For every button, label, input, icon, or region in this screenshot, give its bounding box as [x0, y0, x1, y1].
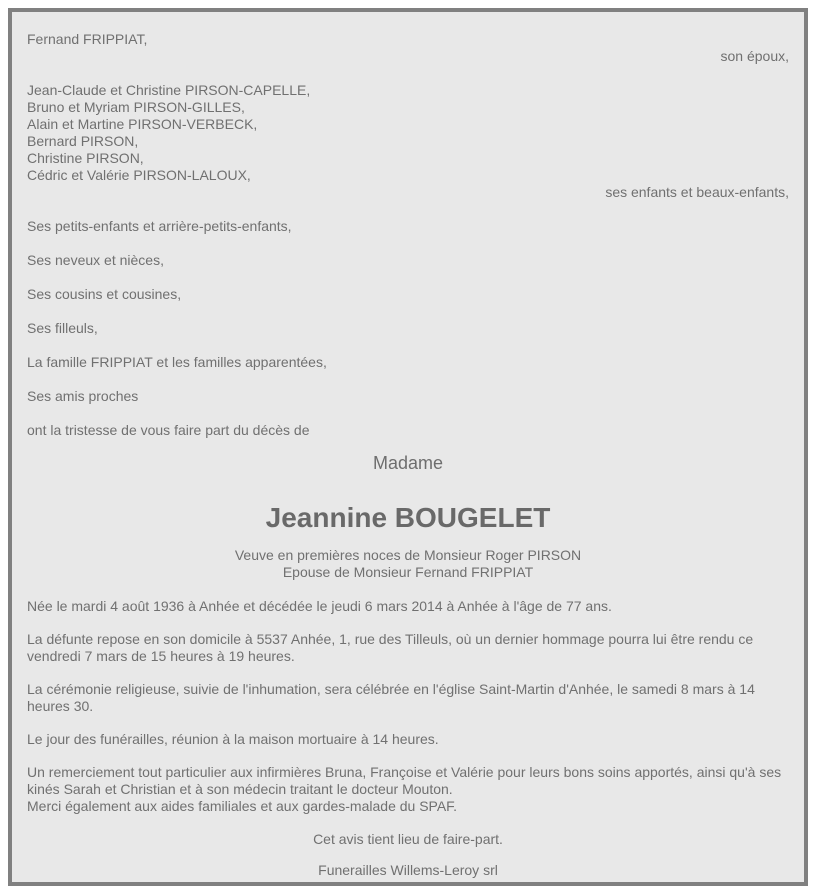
deceased-title: Madame: [372, 453, 444, 473]
relatives-line: Ses cousins et cousines,: [27, 286, 182, 302]
thanks-paragraph: [27, 764, 789, 815]
children-relation: ses enfants et beaux-enfants,: [605, 184, 789, 200]
thanks-line: Merci également aux aides familiales et aux gardes-malade du SPAF.: [27, 798, 458, 814]
deceased-name: Jeannine BOUGELET: [265, 502, 551, 533]
announcement-line: ont la tristesse de vous faire part du décès de: [27, 422, 310, 438]
relatives-line: Ses amis proches: [27, 388, 139, 404]
child-name: Bruno et Myriam PIRSON-GILLES,: [27, 99, 245, 115]
visitation-paragraph: La défunte repose en son domicile à 5537 Anhée, 1, rue des Tilleuls, où un dernier hommage pourra lui être rendu ce vendredi 7 mars de 15 heures à 19 heures.: [27, 631, 754, 664]
relatives-line: Ses filleuls,: [27, 320, 98, 336]
spacer: [27, 65, 789, 82]
notice-text: Cet avis tient lieu de faire-part.: [313, 831, 503, 847]
relatives-line: Ses neveux et nièces,: [27, 252, 164, 268]
child-name: Christine PIRSON,: [27, 150, 144, 166]
spouse-line: Epouse de Monsieur Fernand FRIPPIAT: [282, 564, 534, 580]
spouse-name: Fernand FRIPPIAT,: [27, 31, 148, 47]
relatives-line: Ses petits-enfants et arrière-petits-enfants,: [27, 218, 292, 234]
ceremony-paragraph: La cérémonie religieuse, suivie de l'inhumation, sera célébrée en l'église Saint-Martin d'Anhée, le samedi 8 mars à 14 heures 30.: [27, 681, 755, 714]
relatives-line: La famille FRIPPIAT et les familles apparentées,: [27, 354, 327, 370]
spacer: [27, 201, 789, 218]
child-name: Alain et Martine PIRSON-VERBECK,: [27, 116, 258, 132]
child-name: Bernard PIRSON,: [27, 133, 139, 149]
meeting-paragraph: Le jour des funérailles, réunion à la maison mortuaire à 14 heures.: [27, 731, 439, 747]
spouse-block: [27, 31, 789, 65]
child-name: Cédric et Valérie PIRSON-LALOUX,: [27, 167, 251, 183]
obituary-frame: [8, 8, 808, 886]
deceased-subtitle: [27, 547, 789, 581]
obituary-content: [27, 31, 789, 893]
birth-death-paragraph: Née le mardi 4 août 1936 à Anhée et décédée le jeudi 6 mars 2014 à Anhée à l'âge de 77 ans.: [27, 598, 612, 614]
spouse-relation: son époux,: [720, 48, 789, 64]
widow-line: Veuve en premières noces de Monsieur Roger PIRSON: [234, 547, 582, 563]
thanks-line: Un remerciement tout particulier aux infirmières Bruna, Françoise et Valérie pour leurs bons soins apportés, ainsi qu'à ses kinés Sarah et Christian et à son médecin traitant le docteur Mouton.: [27, 764, 782, 797]
child-name: Jean-Claude et Christine PIRSON-CAPELLE,: [27, 82, 311, 98]
children-block: [27, 82, 789, 201]
funeral-home-name: Funerailles Willems-Leroy srl: [318, 862, 498, 878]
